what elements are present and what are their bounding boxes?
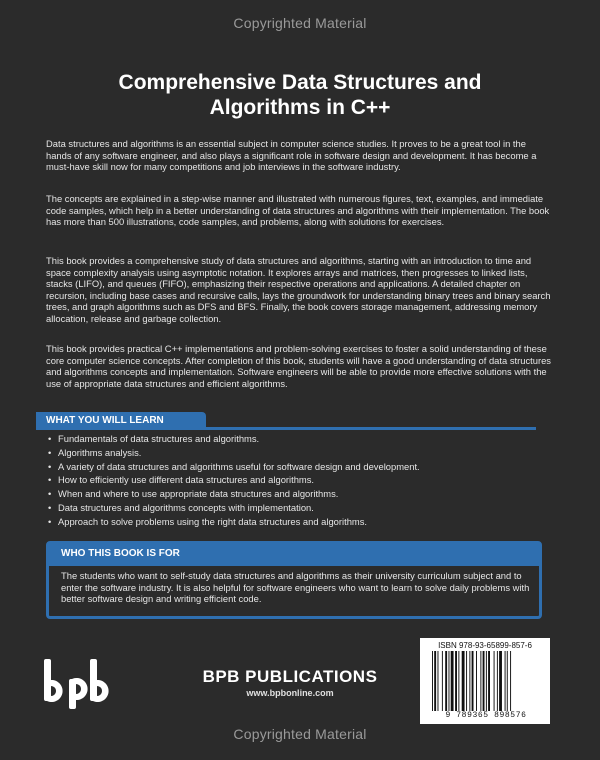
who-text: The students who want to self-study data structures and algorithms as their university curriculum subject and to enter the software industry. It is also helpful for software engineers who want to learn to solve daily problems with better software design and writing efficient code. xyxy=(61,570,530,605)
isbn-label: ISBN 978-93-65899-857-6 xyxy=(438,641,532,650)
title-line-1: Comprehensive Data Structures and xyxy=(118,71,482,94)
learn-list xyxy=(48,432,548,529)
learn-item: • Algorithms analysis. xyxy=(48,446,548,460)
title-line-2: Algorithms in C++ xyxy=(209,96,391,119)
learn-item: • Data structures and algorithms concepts with implementation. xyxy=(48,501,548,515)
watermark-top: Copyrighted Material xyxy=(233,15,367,31)
who-box xyxy=(46,541,542,619)
description-paragraph-4: This book provides practical C++ implementations and problem-solving exercises to foster a solid understanding of these core computer science concepts. After completion of this book, students will have a good understanding of data structures and algorithms concepts and implementation. Software engineers will be able to provide more effective solutions with the use of appropriate data structures and efficient algorithms. xyxy=(46,343,551,389)
book-title xyxy=(40,70,560,120)
learn-item: • A variety of data structures and algorithms useful for software design and development. xyxy=(48,460,548,474)
learn-item: • How to efficiently use different data structures and algorithms. xyxy=(48,473,548,487)
barcode-icon xyxy=(430,651,542,711)
bpb-logo-icon xyxy=(42,657,112,709)
learn-item: • Approach to solve problems using the right data structures and algorithms. xyxy=(48,515,548,529)
description-paragraph-3: This book provides a comprehensive study of data structures and algorithms, starting with an introduction to time and space complexity analysis using asymptotic notation. It explores arrays and matrices, then progresses to linked lists, stacks (LIFO), and queues (FIFO), emphasizing their respective operations and applications. A detailed chapter on recursion, including base cases and recursive calls, lays the groundwork for understanding binary trees and binary search trees, and graph algorithms such as DFS and BFS. Finally, the book covers storage management, addressing memory allocation, release and garbage collection. xyxy=(46,255,551,324)
learn-divider xyxy=(36,427,536,430)
learn-item: • When and where to use appropriate data structures and algorithms. xyxy=(48,487,548,501)
learn-item: • Fundamentals of data structures and algorithms. xyxy=(48,432,548,446)
barcode-digits: 9 789365 898576 xyxy=(445,711,527,720)
watermark-bottom: Copyrighted Material xyxy=(233,726,367,742)
description-paragraph-1: Data structures and algorithms is an essential subject in computer science studies. It proves to be a great tool in the hands of any software engineer, and also plays a significant role in software design and development. It has become a must-have skill now for many competitions and job interviews in the software industry. xyxy=(46,138,537,173)
description-paragraph-2: The concepts are explained in a step-wise manner and illustrated with numerous figures, text, examples, and immediate code samples, which help in a better understanding of data structures and algorithms with their implementation. The book has more than 500 illustrations, code samples, and problems, along with solutions for exercises. xyxy=(46,193,550,228)
who-heading: WHO THIS BOOK IS FOR xyxy=(61,548,180,559)
learn-heading: WHAT YOU WILL LEARN xyxy=(36,412,206,430)
isbn-barcode-box xyxy=(420,638,550,724)
publisher-website: www.bpbonline.com xyxy=(246,688,334,698)
publisher-name: BPB PUBLICATIONS xyxy=(202,667,378,686)
